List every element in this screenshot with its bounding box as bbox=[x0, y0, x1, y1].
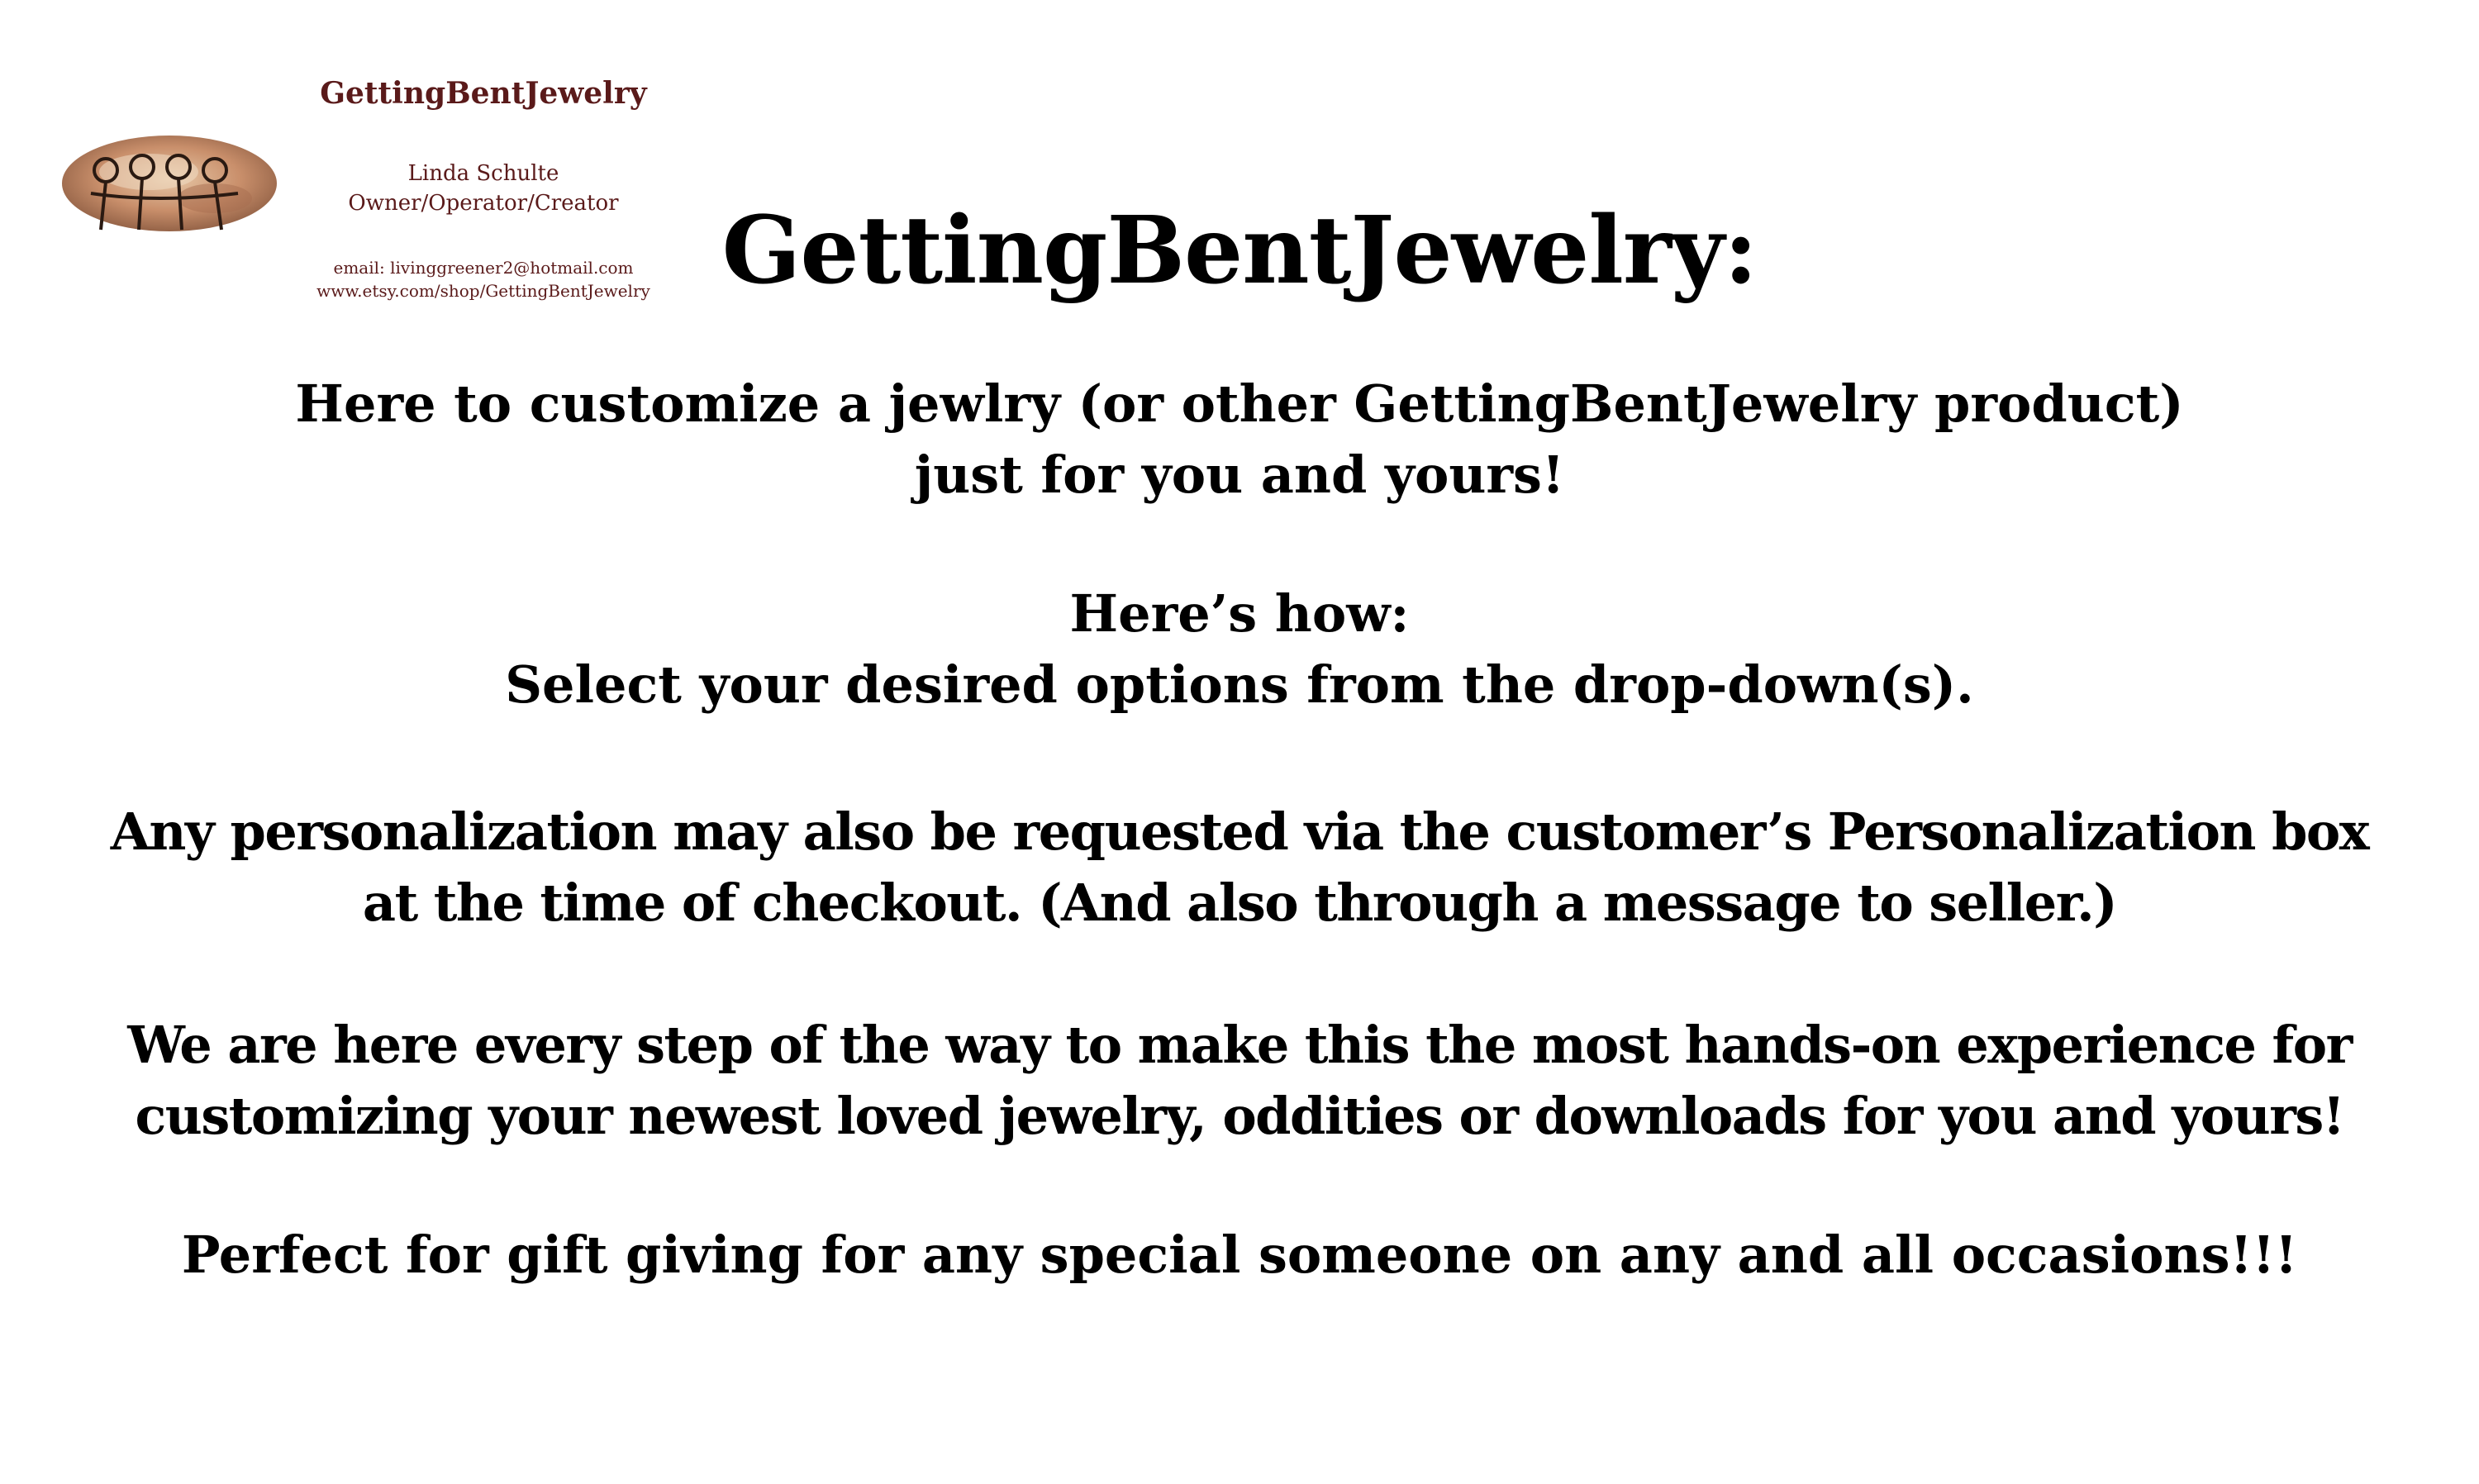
support-line-1: We are here every step of the way to make this the most hands-on experience for bbox=[127, 1015, 2352, 1075]
card-email: email: livinggreener2@hotmail.com bbox=[333, 258, 634, 278]
page-title: GettingBentJewelry: bbox=[721, 197, 1758, 305]
personalization-line-1: Any personalization may also be requested via the customer’s Personalization box bbox=[110, 801, 2369, 862]
howto-line-2: Select your desired options from the drop-down(s). bbox=[505, 654, 1974, 715]
gift-paragraph bbox=[50, 1220, 2429, 1291]
support-line-2: customizing your newest loved jewelry, oddities or downloads for you and yours! bbox=[135, 1086, 2344, 1146]
personalization-line-2: at the time of checkout. (And also through a message to seller.) bbox=[362, 873, 2117, 933]
personalization-paragraph bbox=[50, 797, 2429, 939]
gift-line-1: Perfect for gift giving for any special someone on any and all occasions!!! bbox=[181, 1225, 2298, 1285]
howto-line-1: Here’s how: bbox=[1069, 583, 1410, 644]
intro-paragraph bbox=[50, 369, 2429, 511]
card-owner-name: Linda Schulte bbox=[407, 161, 559, 186]
support-paragraph bbox=[50, 1010, 2429, 1152]
howto-paragraph bbox=[50, 578, 2429, 721]
intro-line-2: just for you and yours! bbox=[914, 445, 1565, 505]
card-shop-url: www.etsy.com/shop/GettingBentJewelry bbox=[316, 281, 650, 301]
intro-line-1: Here to customize a jewlry (or other GettingBentJewelry product) bbox=[295, 373, 2184, 434]
card-owner-role: Owner/Operator/Creator bbox=[348, 191, 619, 216]
card-brand-name: GettingBentJewelry bbox=[320, 76, 647, 111]
